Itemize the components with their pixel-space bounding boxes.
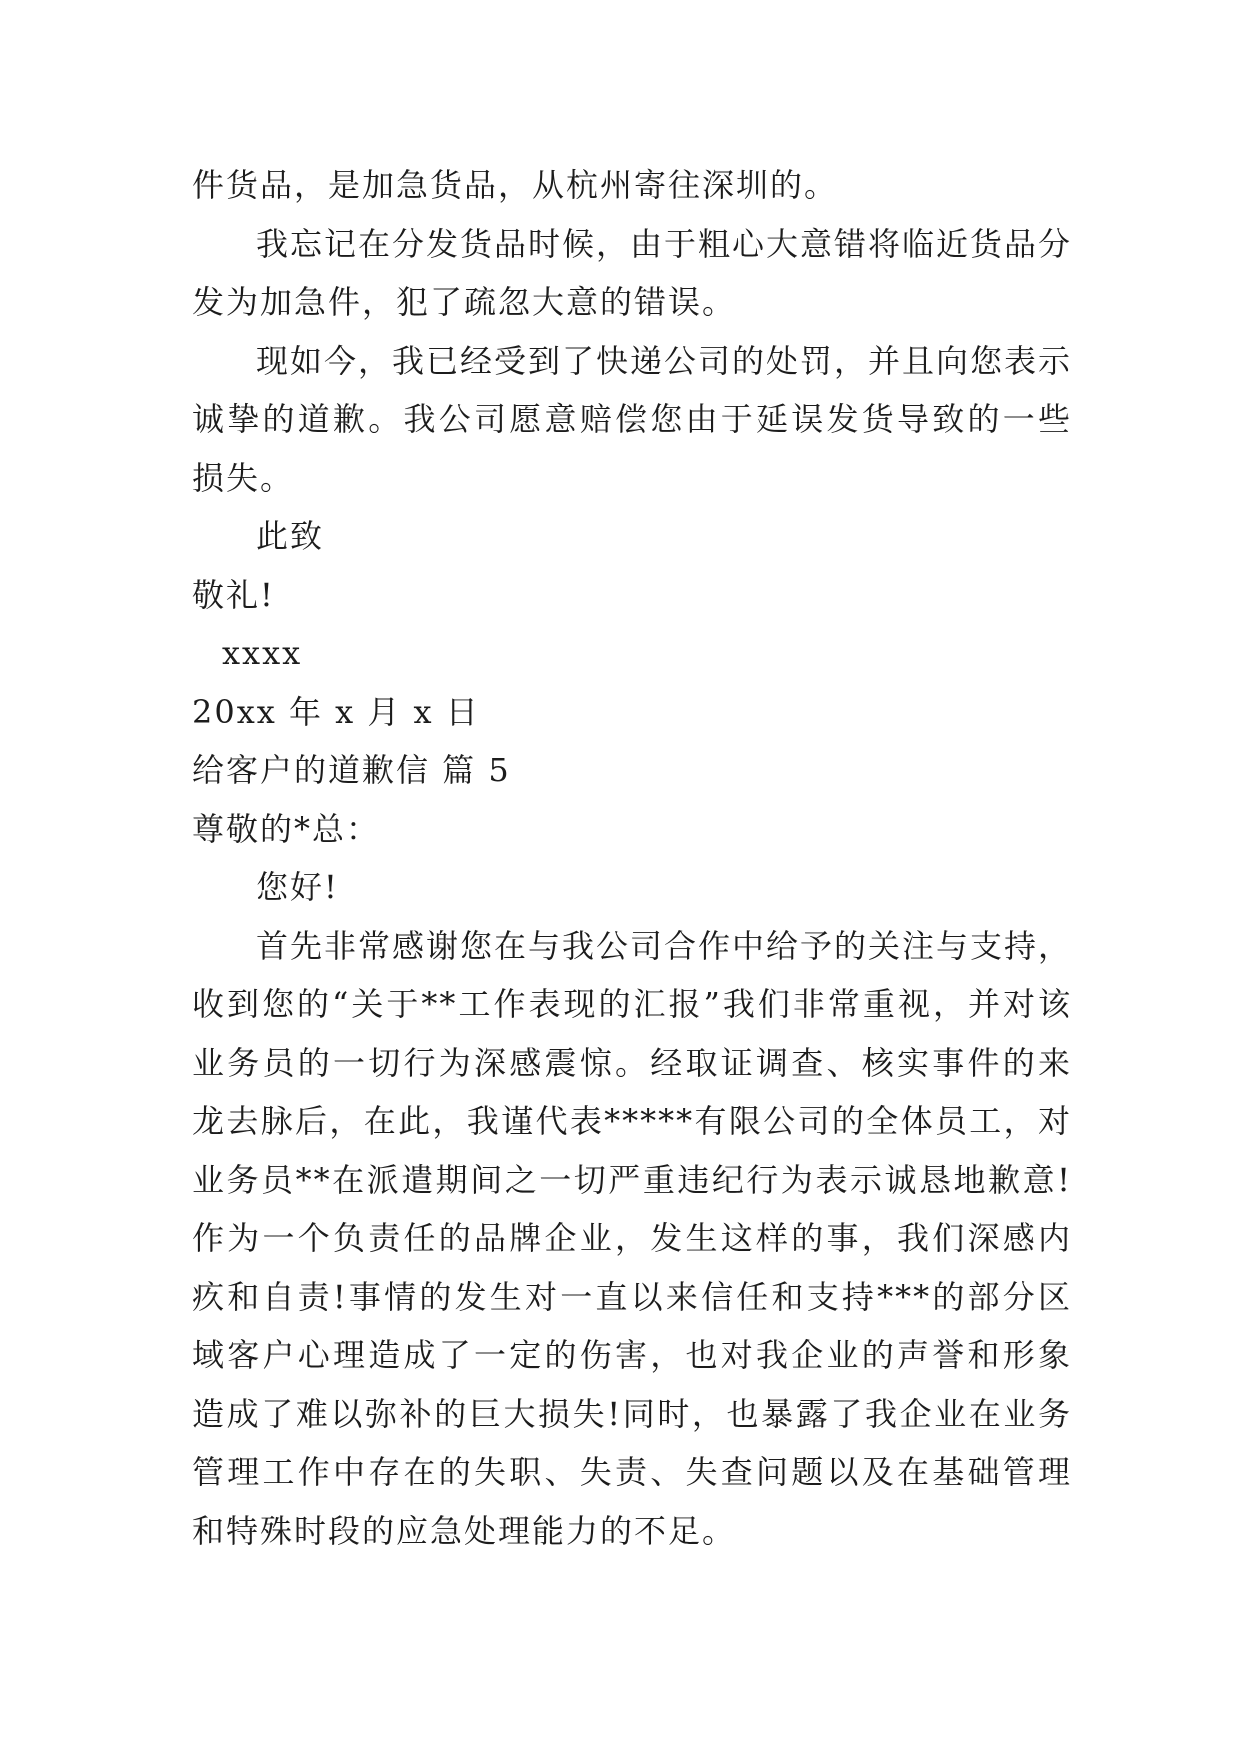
closing-jingli: 敬礼! [192,575,275,614]
paragraph-main-apology: 首先非常感谢您在与我公司合作中给予的关注与支持，收到您的“关于**工作表现的汇报”我们非常重视，并对该业务员的一切行为深感震惊。经取证调查、核实事件的来龙去脉后，在此，我谨代表*****有限公司的全体员工，对业务员**在派遣期间之一切严重违纪行为表示诚恳地歉意!作为一个负责任的品牌企业，发生这样的事，我们深感内疚和自责!事情的发生对一直以来信任和支持***的部分区域客户心理造成了一定的伤害，也对我企业的声誉和形象造成了难以弥补的巨大损失!同时，也暴露了我企业在业务管理工作中存在的失职、失责、失查问题以及在基础管理和特殊时段的应急处理能力的不足。 [192,926,1073,1550]
signature: xxxx [222,634,303,672]
paragraph-mistake: 我忘记在分发货品时候，由于粗心大意错将临近货品分发为加急件，犯了疏忽大意的错误。 [192,224,1073,321]
paragraph-apology: 现如今，我已经受到了快递公司的处罚，并且向您表示诚挚的道歉。我公司愿意赔偿您由于延误发货导致的一些损失。 [192,341,1073,497]
salutation: 尊敬的*总： [192,809,381,848]
section-title: 给客户的道歉信 篇 5 [192,751,511,789]
closing-cizhi: 此致 [256,517,325,555]
paragraph-shipment-detail: 件货品，是加急货品，从杭州寄往深圳的。 [192,166,839,204]
document-body [192,156,1072,1560]
greeting: 您好! [256,868,339,906]
date-line: 20xx 年 x 月 x 日 [192,692,480,731]
